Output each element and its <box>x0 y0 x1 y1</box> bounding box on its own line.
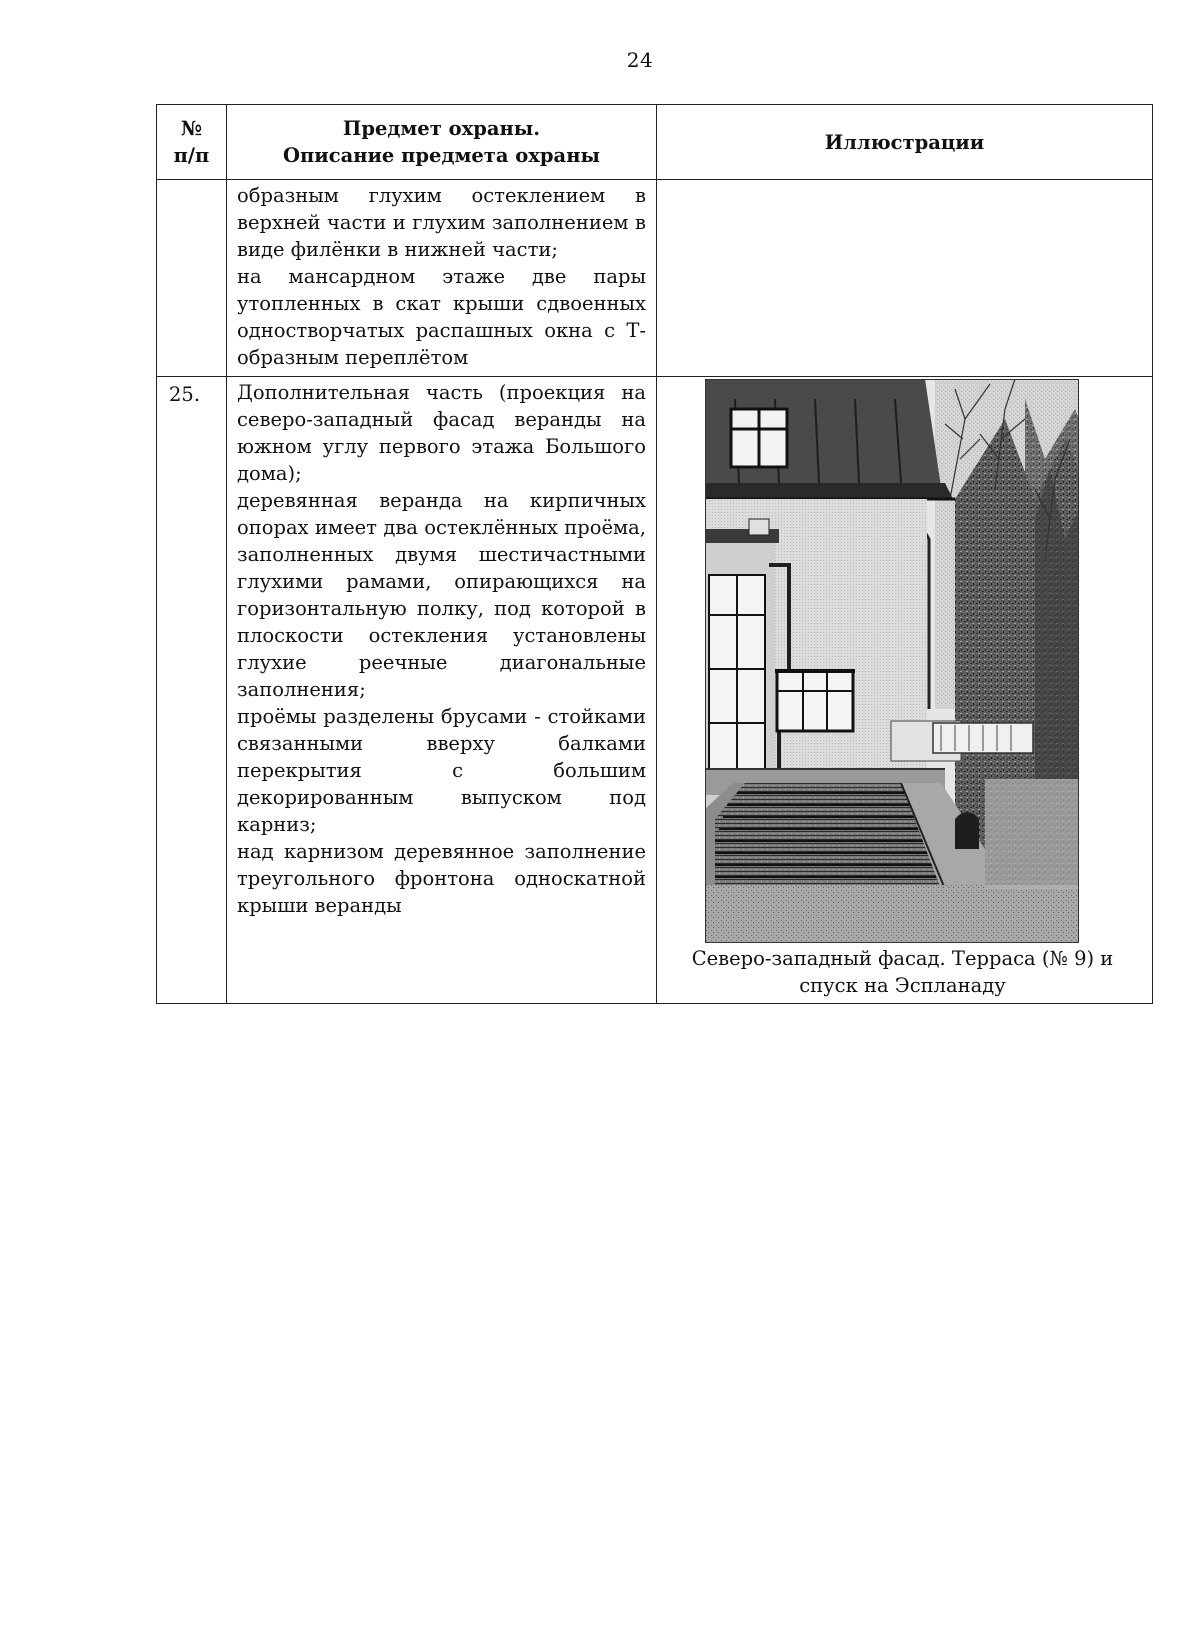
description-paragraph: над карнизом деревянное заполнение треугольного фронтона односкатной крыши веранды <box>237 840 646 917</box>
header-subject-title: Предмет охраны. <box>342 117 541 140</box>
header-number <box>157 105 227 180</box>
row-description <box>227 180 657 377</box>
facade-photo <box>705 379 1079 943</box>
page-number: 24 <box>626 48 654 72</box>
row-illustration-empty <box>657 180 1153 377</box>
description-paragraph: деревянная веранда на кирпичных опорах имеет два остеклённых проёма, заполненных двумя шестичастными глухими рамами, опирающихся на горизонтальную полку, под которой в плоскости остекления установлены глухие реечные диагональные заполнения; <box>237 489 646 701</box>
header-number-pp: п/п <box>173 144 210 167</box>
row-number: 25. <box>157 377 227 1004</box>
description-paragraph: Дополнительная часть (проекция на северо-западный фасад веранды на южном углу первого этажа Большого дома); <box>237 381 646 485</box>
header-number-sign: № <box>180 117 203 140</box>
row-description <box>227 377 657 1004</box>
description-paragraph: на мансардном этаже две пары утопленных в скат крыши сдвоенных одностворчатых распашных окна с Т-образным переплётом <box>237 265 646 369</box>
table-header-row <box>157 105 1153 180</box>
protection-subject-table <box>156 104 1153 1004</box>
header-illustrations: Иллюстрации <box>657 105 1153 180</box>
header-subject-description: Описание предмета охраны <box>282 144 601 167</box>
photo-caption <box>657 945 1152 999</box>
description-paragraph: образным глухим остеклением в верхней части и глухим заполнением в виде филёнки в нижней части; <box>237 184 646 261</box>
header-subject <box>227 105 657 180</box>
description-paragraph: проёмы разделены брусами - стойками связанными вверху балками перекрытия с большим декорированным выпуском под карниз; <box>237 705 646 836</box>
table-row <box>157 377 1153 1004</box>
row-illustration <box>657 377 1153 1004</box>
table-row <box>157 180 1153 377</box>
caption-line: Северо-западный фасад. Терраса (№ 9) и <box>691 947 1114 970</box>
caption-line: спуск на Эспланаду <box>799 974 1006 997</box>
row-number <box>157 180 227 377</box>
